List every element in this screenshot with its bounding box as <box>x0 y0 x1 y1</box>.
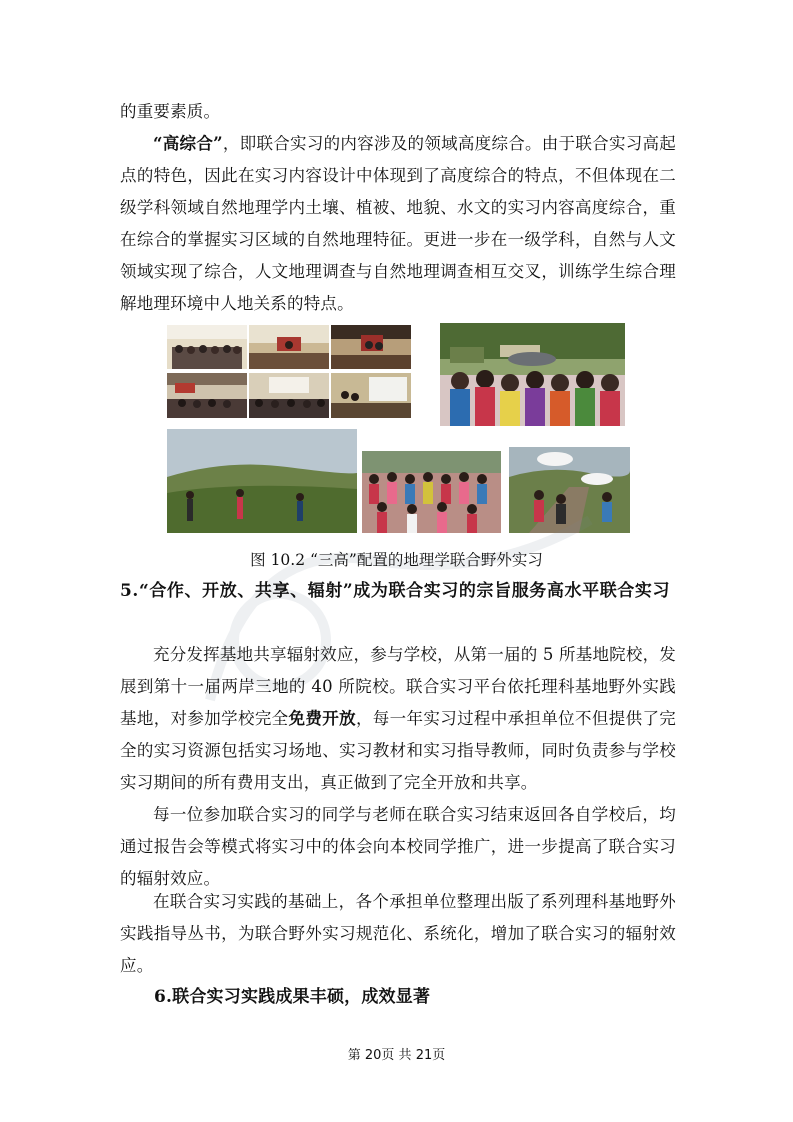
paragraph-continuation <box>120 96 676 128</box>
page-number-footer: 第 20页 共 21页 <box>347 1048 446 1063</box>
lecture-hall-photo-4 <box>167 373 247 418</box>
paragraph-high-synthesis <box>120 128 676 320</box>
lecture-hall-photo-5 <box>249 373 329 418</box>
bold-term: 免费开放 <box>288 709 356 728</box>
paragraph-text: ，即联合实习的内容涉及的领域高度综合。由于联合实习高起点的特色，因此在实习内容设计中体现到了高度综合的特点，不但体现在二级学科领域自然地理学内土壤、植被、地貌、水文的实习内容高度综合，重在综合的掌握实习区域的自然地理特征。更进一步在一级学科，自然与人文领域实现了综合，人文地理调查与自然地理调查相互交叉，训练学生综合理解地理环境中人地关系的特点。 <box>120 134 677 313</box>
paragraph-text: 的重要素质。 <box>120 102 221 121</box>
hiking-trail-photo <box>509 447 630 533</box>
section-heading-6: 6.联合实习实践成果丰硕，成效显著 <box>154 987 431 1007</box>
paragraph-publications: 在联合实习实践的基础上，各个承担单位整理出版了系列理科基地野外实践指导丛书，为联合野外实习规范化、系统化，增加了联合实习的辐射效应。 <box>120 892 676 975</box>
paragraph-sharing <box>120 639 676 799</box>
field-hillside-photo <box>167 429 357 533</box>
figure-caption: 图 10.2 “三高”配置的地理学联合野外实习 <box>250 551 543 569</box>
section-heading-5: 5.“合作、开放、共享、辐射”成为联合实习的宗旨服务高水平联合实习 <box>120 581 671 601</box>
lecture-hall-photo-3 <box>331 325 411 369</box>
outdoor-group-photo <box>440 323 625 426</box>
paragraph-radiation: 每一位参加联合实习的同学与老师在联合实习结束返回各自学校后，均通过报告会等模式将实习中的体会向本校同学推广，进一步提高了联合实习的辐射效应。 <box>120 805 676 888</box>
lecture-hall-photo-6 <box>331 373 411 418</box>
lecture-hall-photo-2 <box>249 325 329 369</box>
paragraph-text: ，每一年实习过程中承担单位不但提供了完全的实习资源包括实习场地、实习教材和实习指导教师，同时负责参与学校实习期间的所有费用支出，真正做到了完全开放和共享。 <box>120 709 676 792</box>
lecture-hall-photo-1 <box>167 325 247 369</box>
mountain-group-photo <box>362 451 501 533</box>
paragraph-text: 充分发挥基地共享辐射效应，参与学校，从第一届的 5 所基地院校，发展到第十一届两岸三地的 40 所院校。联合实习平台依托理科基地野外实践基地，对参加学校完全 <box>120 645 676 728</box>
bold-term: “高综合” <box>153 134 223 153</box>
